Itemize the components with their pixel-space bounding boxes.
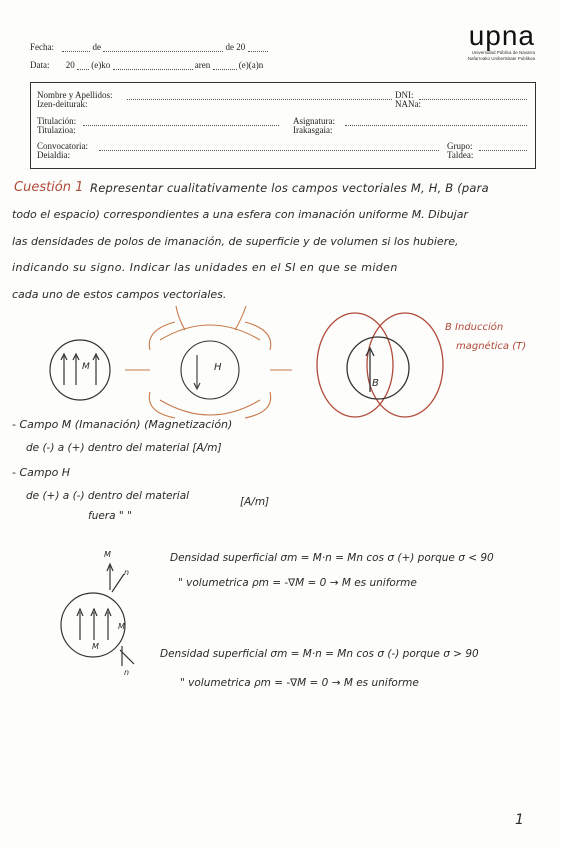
b-field-sketch — [317, 313, 443, 417]
data-ean: (e)(a)n — [238, 60, 264, 70]
question-label: Cuestión 1 — [14, 180, 84, 195]
density-volume-1: " volumetrica ρm = -∇M = 0 → M es uniforme — [178, 577, 417, 589]
b-note-2: magnética (T) — [456, 341, 527, 352]
logo-mark: upna — [468, 20, 535, 51]
campo-h-direction: de (+) a (-) dentro del material — [26, 490, 190, 502]
convocatoria-label: Convocatoria: — [37, 141, 88, 151]
irakasgaia-label: Irakasgaia: — [293, 125, 333, 135]
nana-label: NANa: — [395, 99, 421, 109]
fecha-label: Fecha: — [30, 42, 54, 52]
logo-line1: Universidad Pública de Navarra — [471, 50, 535, 55]
m-sphere-sketch — [50, 340, 110, 400]
density-surface-2: Densidad superficial σm = M·n = Mn cos σ (-) porque σ > 90 — [160, 648, 479, 660]
question-line-4: indicando su signo. Indicar las unidades en el SI en que se miden — [12, 261, 398, 274]
data-aren: aren — [194, 60, 211, 70]
fecha-de1: de — [92, 42, 101, 52]
nombre-label: Nombre y Apellidos: — [37, 90, 113, 100]
fecha-de2: de 20 — [225, 42, 246, 52]
taldea-label: Taldea: — [447, 150, 474, 160]
question-line-2: todo el espacio) correspondientes a una esfera con imanación uniforme M. Dibujar — [12, 208, 468, 221]
sphere-label-m-right: M — [118, 622, 125, 631]
h-sphere-sketch — [125, 306, 292, 418]
sphere-label-n-bottom: n — [124, 668, 130, 677]
b-label: B — [372, 378, 379, 389]
question-line-5: cada uno de estos campos vectoriales. — [12, 288, 227, 301]
sphere-label-n-top: n — [124, 568, 130, 577]
h-label: H — [214, 362, 222, 373]
page-number: 1 — [515, 812, 524, 828]
b-note-1: B Inducción — [445, 322, 504, 333]
data-eko: (e)ko — [91, 60, 111, 70]
izen-label: Izen-deiturak: — [37, 99, 88, 109]
grupo-label: Grupo: — [447, 141, 473, 151]
data-label: Data: — [30, 60, 50, 70]
data-year: 20 — [65, 60, 75, 70]
question-line-3: las densidades de polos de imanación, de superficie y de volumen si los hubiere, — [12, 235, 459, 248]
titulacion-label: Titulación: — [37, 116, 77, 126]
deialdia-label: Deialdia: — [37, 150, 70, 160]
sphere-label-m-center: M — [92, 642, 99, 651]
question-line-1: Representar cualitativamente los campos vectoriales M, H, B (para — [90, 181, 489, 195]
m-label: M — [82, 362, 90, 372]
campo-h-line: - Campo H — [12, 466, 71, 479]
density-surface-1: Densidad superficial σm = M·n = Mn cos σ (+) porque σ < 90 — [170, 552, 494, 564]
campo-h-units: [A/m] — [240, 496, 270, 508]
logo-line2: Nafarroako Unibertsitate Publikoa — [467, 55, 535, 61]
density-volume-2: " volumetrica ρm = -∇M = 0 → M es uniforme — [180, 677, 419, 689]
asignatura-label: Asignatura: — [293, 116, 335, 126]
campo-h-fuera: fuera " " — [88, 510, 132, 522]
campo-m-direction: de (-) a (+) dentro del material [A/m] — [26, 442, 222, 454]
campo-m-line: - Campo M (Imanación) (Magnetización) — [12, 418, 233, 431]
sphere-label-m-top: M — [104, 550, 111, 559]
dni-label: DNI: — [395, 90, 414, 100]
titulazioa-label: Titulazioa: — [37, 125, 76, 135]
